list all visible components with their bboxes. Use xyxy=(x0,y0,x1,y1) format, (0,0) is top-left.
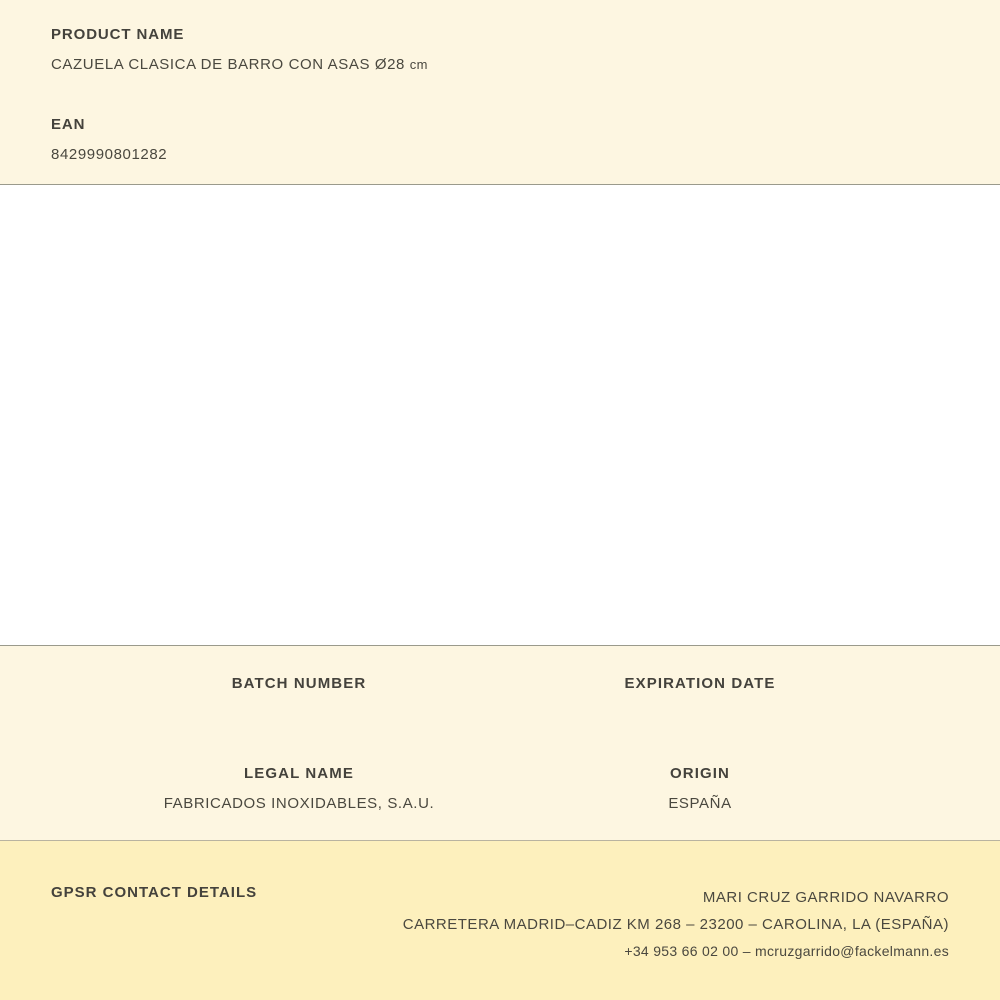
gpsr-contact-details-label: GPSR CONTACT DETAILS xyxy=(51,884,258,901)
legal-name-value: FABRICADOS INOXIDABLES, S.A.U. xyxy=(163,795,435,812)
product-name-unit: cm xyxy=(409,57,428,72)
blank-content-area xyxy=(0,185,1000,646)
ean-value: 8429990801282 xyxy=(51,146,168,163)
gpsr-contact-address: CARRETERA MADRID–CADIZ KM 268 – 23200 – CAROLINA, LA (ESPAÑA) xyxy=(402,916,949,933)
expiration-date-label: EXPIRATION DATE xyxy=(624,675,776,692)
batch-legal-section xyxy=(0,646,1000,841)
product-name-text: CAZUELA CLASICA DE BARRO CON ASAS Ø28 xyxy=(51,56,405,73)
batch-number-block xyxy=(99,674,499,722)
gpsr-contact-name: MARI CRUZ GARRIDO NAVARRO xyxy=(702,889,949,906)
gpsr-contact-phone-email: +34 953 66 02 00 – mcruzgarrido@fackelmann.es xyxy=(624,943,949,959)
origin-label: ORIGIN xyxy=(670,765,730,782)
gpsr-contact-details-block xyxy=(403,884,949,965)
expiration-date-block xyxy=(500,674,900,722)
origin-value: ESPAÑA xyxy=(668,795,732,812)
product-info-section xyxy=(0,0,1000,185)
batch-number-value xyxy=(99,704,499,722)
origin-block xyxy=(500,764,900,814)
ean-label: EAN xyxy=(51,116,86,133)
product-name-label: PRODUCT NAME xyxy=(51,26,185,43)
legal-name-block xyxy=(99,764,499,814)
batch-number-label: BATCH NUMBER xyxy=(231,675,367,692)
legal-name-label: LEGAL NAME xyxy=(244,765,354,782)
product-name-value xyxy=(51,56,428,73)
gpsr-footer-section xyxy=(0,841,1000,1000)
expiration-date-value xyxy=(500,704,900,722)
